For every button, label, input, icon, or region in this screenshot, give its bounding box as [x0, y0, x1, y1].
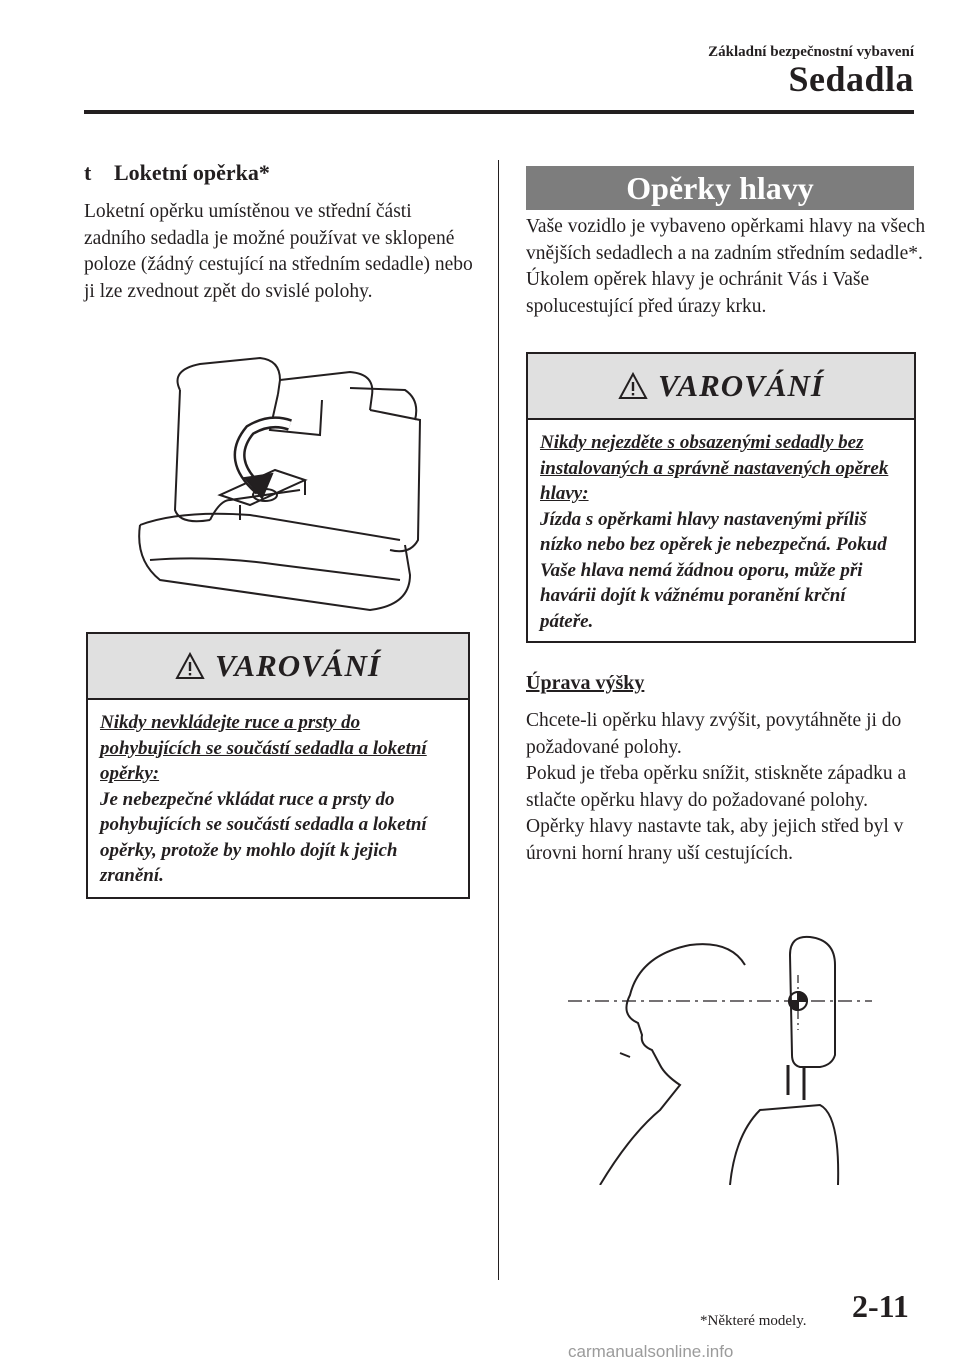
- page-number: 2-11: [852, 1288, 909, 1324]
- warning-body: [528, 420, 914, 644]
- headrest-warning-box: [526, 352, 916, 643]
- armrest-paragraph: Loketní opěrku umístěnou ve střední části zadního sedadla je možné používat ve sklopené poloze (žádný cestující na středním sedadle) nebo ji lze zvednout zpět do svislé polohy.: [84, 201, 473, 302]
- heading-bullet: t: [84, 160, 92, 185]
- watermark: carmanualsonline.info: [568, 1342, 734, 1361]
- warning-header: [528, 354, 914, 420]
- warning-title: VAROVÁNÍ: [658, 368, 824, 403]
- armrest-heading-text: Loketní opěrka*: [114, 160, 270, 185]
- warning-triangle-icon: [618, 372, 648, 400]
- rear-seat-armrest-illustration: [120, 350, 440, 620]
- warning-text: Jízda s opěrkami hlavy nastavenými příliš nízko nebo bez opěrek je nebezpečná. Pokud Vaše hlava nemá žádnou oporu, může při havárii dojít k vážnému poranění krční páteře.: [540, 508, 887, 632]
- section-title: Základní bezpečnostní vybavení: [708, 44, 914, 60]
- height-paragraph-position: Opěrky hlavy nastavte tak, aby jejich střed byl v úrovni horní hrany uší cestujících.: [526, 816, 904, 864]
- height-adjustment-text: [526, 708, 926, 867]
- column-divider: [498, 160, 499, 1280]
- footnote: *Některé modely.: [700, 1313, 807, 1329]
- warning-header: [88, 634, 468, 700]
- page-title: Sedadla: [788, 59, 914, 99]
- warning-text: Je nebezpečné vkládat ruce a prsty do pohybujících se součástí sedadla a loketní opěrky, protože by mohlo dojít k jejich zranění.: [100, 788, 427, 886]
- armrest-warning-box: [86, 632, 470, 899]
- height-adjustment-heading: Úprava výšky: [526, 672, 645, 694]
- headrest-position-illustration: [560, 935, 880, 1185]
- height-paragraph-lower: Pokud je třeba opěrku snížit, stiskněte západku a stlačte opěrku hlavy do požadované polohy.: [526, 763, 907, 811]
- warning-title: VAROVÁNÍ: [215, 648, 381, 683]
- warning-underlined-text: Nikdy nevkládejte ruce a prsty do pohybujících se součástí sedadla a loketní opěrky:: [100, 712, 427, 784]
- warning-underlined-text: Nikdy nejezděte s obsazenými sedadly bez instalovaných a správně nastavených opěrek hlavy:: [540, 432, 889, 504]
- warning-body: [88, 700, 468, 899]
- header-rule: [84, 110, 914, 114]
- headrest-paragraph: Vaše vozidlo je vybaveno opěrkami hlavy na všech vnějších sedadlech a na zadním středním sedadle*. Úkolem opěrek hlavy je ochránit Vás i Vaše spolucestující před úrazy krku.: [526, 216, 926, 317]
- height-paragraph-raise: Chcete-li opěrku hlavy zvýšit, povytáhněte ji do požadované polohy.: [526, 710, 902, 758]
- armrest-heading: [84, 160, 270, 186]
- warning-triangle-icon: [175, 652, 205, 680]
- headrest-section-banner: Opěrky hlavy: [526, 166, 914, 210]
